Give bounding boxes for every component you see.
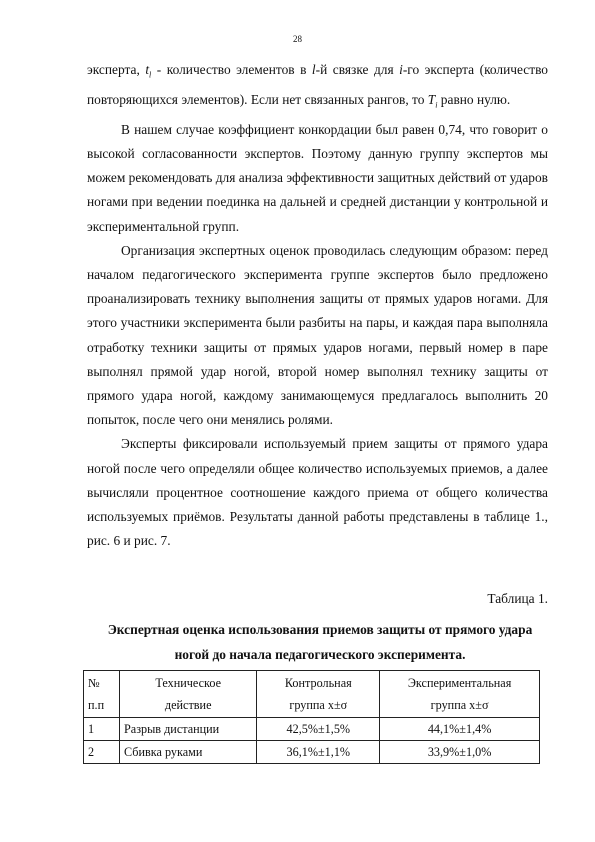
header-technique-line1: Техническое xyxy=(155,676,221,690)
table-title: Экспертная оценка использования приемов защиты от прямого удара ногой до начала педагогического эксперимента. xyxy=(107,622,533,662)
paragraph-3: Организация экспертных оценок проводилась следующим образом: перед началом педагогического эксперимента группе экспертов было предложено проанализировать технику выполнения защиты от прямых ударов ногами. Для этого участники эксперимента были разбиты на пары, и каждая пара выполняла отработку техники защиты от прямых ударов ногами, первый номер в паре выполнял прямой удар ногой, второй номер выполнял технику защиты от прямого удара ногой, каждому занимающемуся предлагалось выполнить 20 попыток, после чего они менялись ролями. xyxy=(87,242,548,428)
row-number: 2 xyxy=(84,741,120,764)
p1-text-a: эксперта, xyxy=(87,62,146,77)
var-T xyxy=(427,91,438,110)
p1-text-e: равно нулю. xyxy=(437,91,511,107)
header-technique-line2: действие xyxy=(164,698,212,712)
header-experimental xyxy=(380,671,540,718)
var-T-sub: i xyxy=(435,100,438,110)
paragraph-2: В нашем случае коэффициент конкордации был равен 0,74, что говорит о высокой согласованности экспертов. Поэтому данную группу экспертов мы можем рекомендовать для анализа эффективности защитных действий от ударов ногами при ведении поединка на дальней и средней дистанции у контрольной и экспериментальной групп. xyxy=(87,121,548,234)
row-experimental-value: 44,1%±1,4% xyxy=(380,718,540,741)
var-t-sub: l xyxy=(149,70,152,80)
paragraph-1 xyxy=(87,58,548,118)
var-l: l xyxy=(311,62,316,77)
row-control-value: 36,1%±1,1% xyxy=(257,741,380,764)
paragraph-4: Эксперты фиксировали используемый прием защиты от прямого удара ногой после чего определяли общее количество используемых приемов, а далее вычисляли процентное соотношение каждого приема от общего количества используемых приёмов. Результаты данной работы представлены в таблице 1., рис. 6 и рис. 7. xyxy=(87,436,548,549)
var-t-letter: t xyxy=(145,62,150,77)
row-number: 1 xyxy=(84,718,120,741)
header-number xyxy=(84,671,120,718)
table-row xyxy=(84,718,540,741)
p1-text-d: -го эксперта (количество повторяющихся элементов). Если нет связанных рангов, то xyxy=(87,62,548,107)
table-row xyxy=(84,741,540,764)
var-T-letter: T xyxy=(427,91,436,107)
header-technique xyxy=(120,671,257,718)
header-number-line2: п.п xyxy=(88,698,105,712)
expert-evaluation-table xyxy=(83,670,540,764)
body-text xyxy=(87,58,548,553)
row-action: Разрыв дистанции xyxy=(120,718,257,741)
row-action: Сбивка руками xyxy=(120,741,257,764)
header-control-line1: Контрольная xyxy=(284,676,352,690)
p1-text-b: - количество элементов в xyxy=(151,62,312,77)
header-number-line1: № xyxy=(88,676,100,690)
header-control xyxy=(257,671,380,718)
header-control-line2: группа x±σ xyxy=(289,698,348,712)
table-caption: Таблица 1. xyxy=(487,591,548,606)
page-number: 28 xyxy=(293,34,302,44)
row-control-value: 42,5%±1,5% xyxy=(257,718,380,741)
var-i: i xyxy=(399,62,403,77)
header-experimental-line1: Экспериментальная xyxy=(407,676,512,690)
p1-text-c: -й связке для xyxy=(315,62,400,77)
header-experimental-line2: группа x±σ xyxy=(430,698,489,712)
row-experimental-value: 33,9%±1,0% xyxy=(380,741,540,764)
table-header-row xyxy=(84,671,540,718)
